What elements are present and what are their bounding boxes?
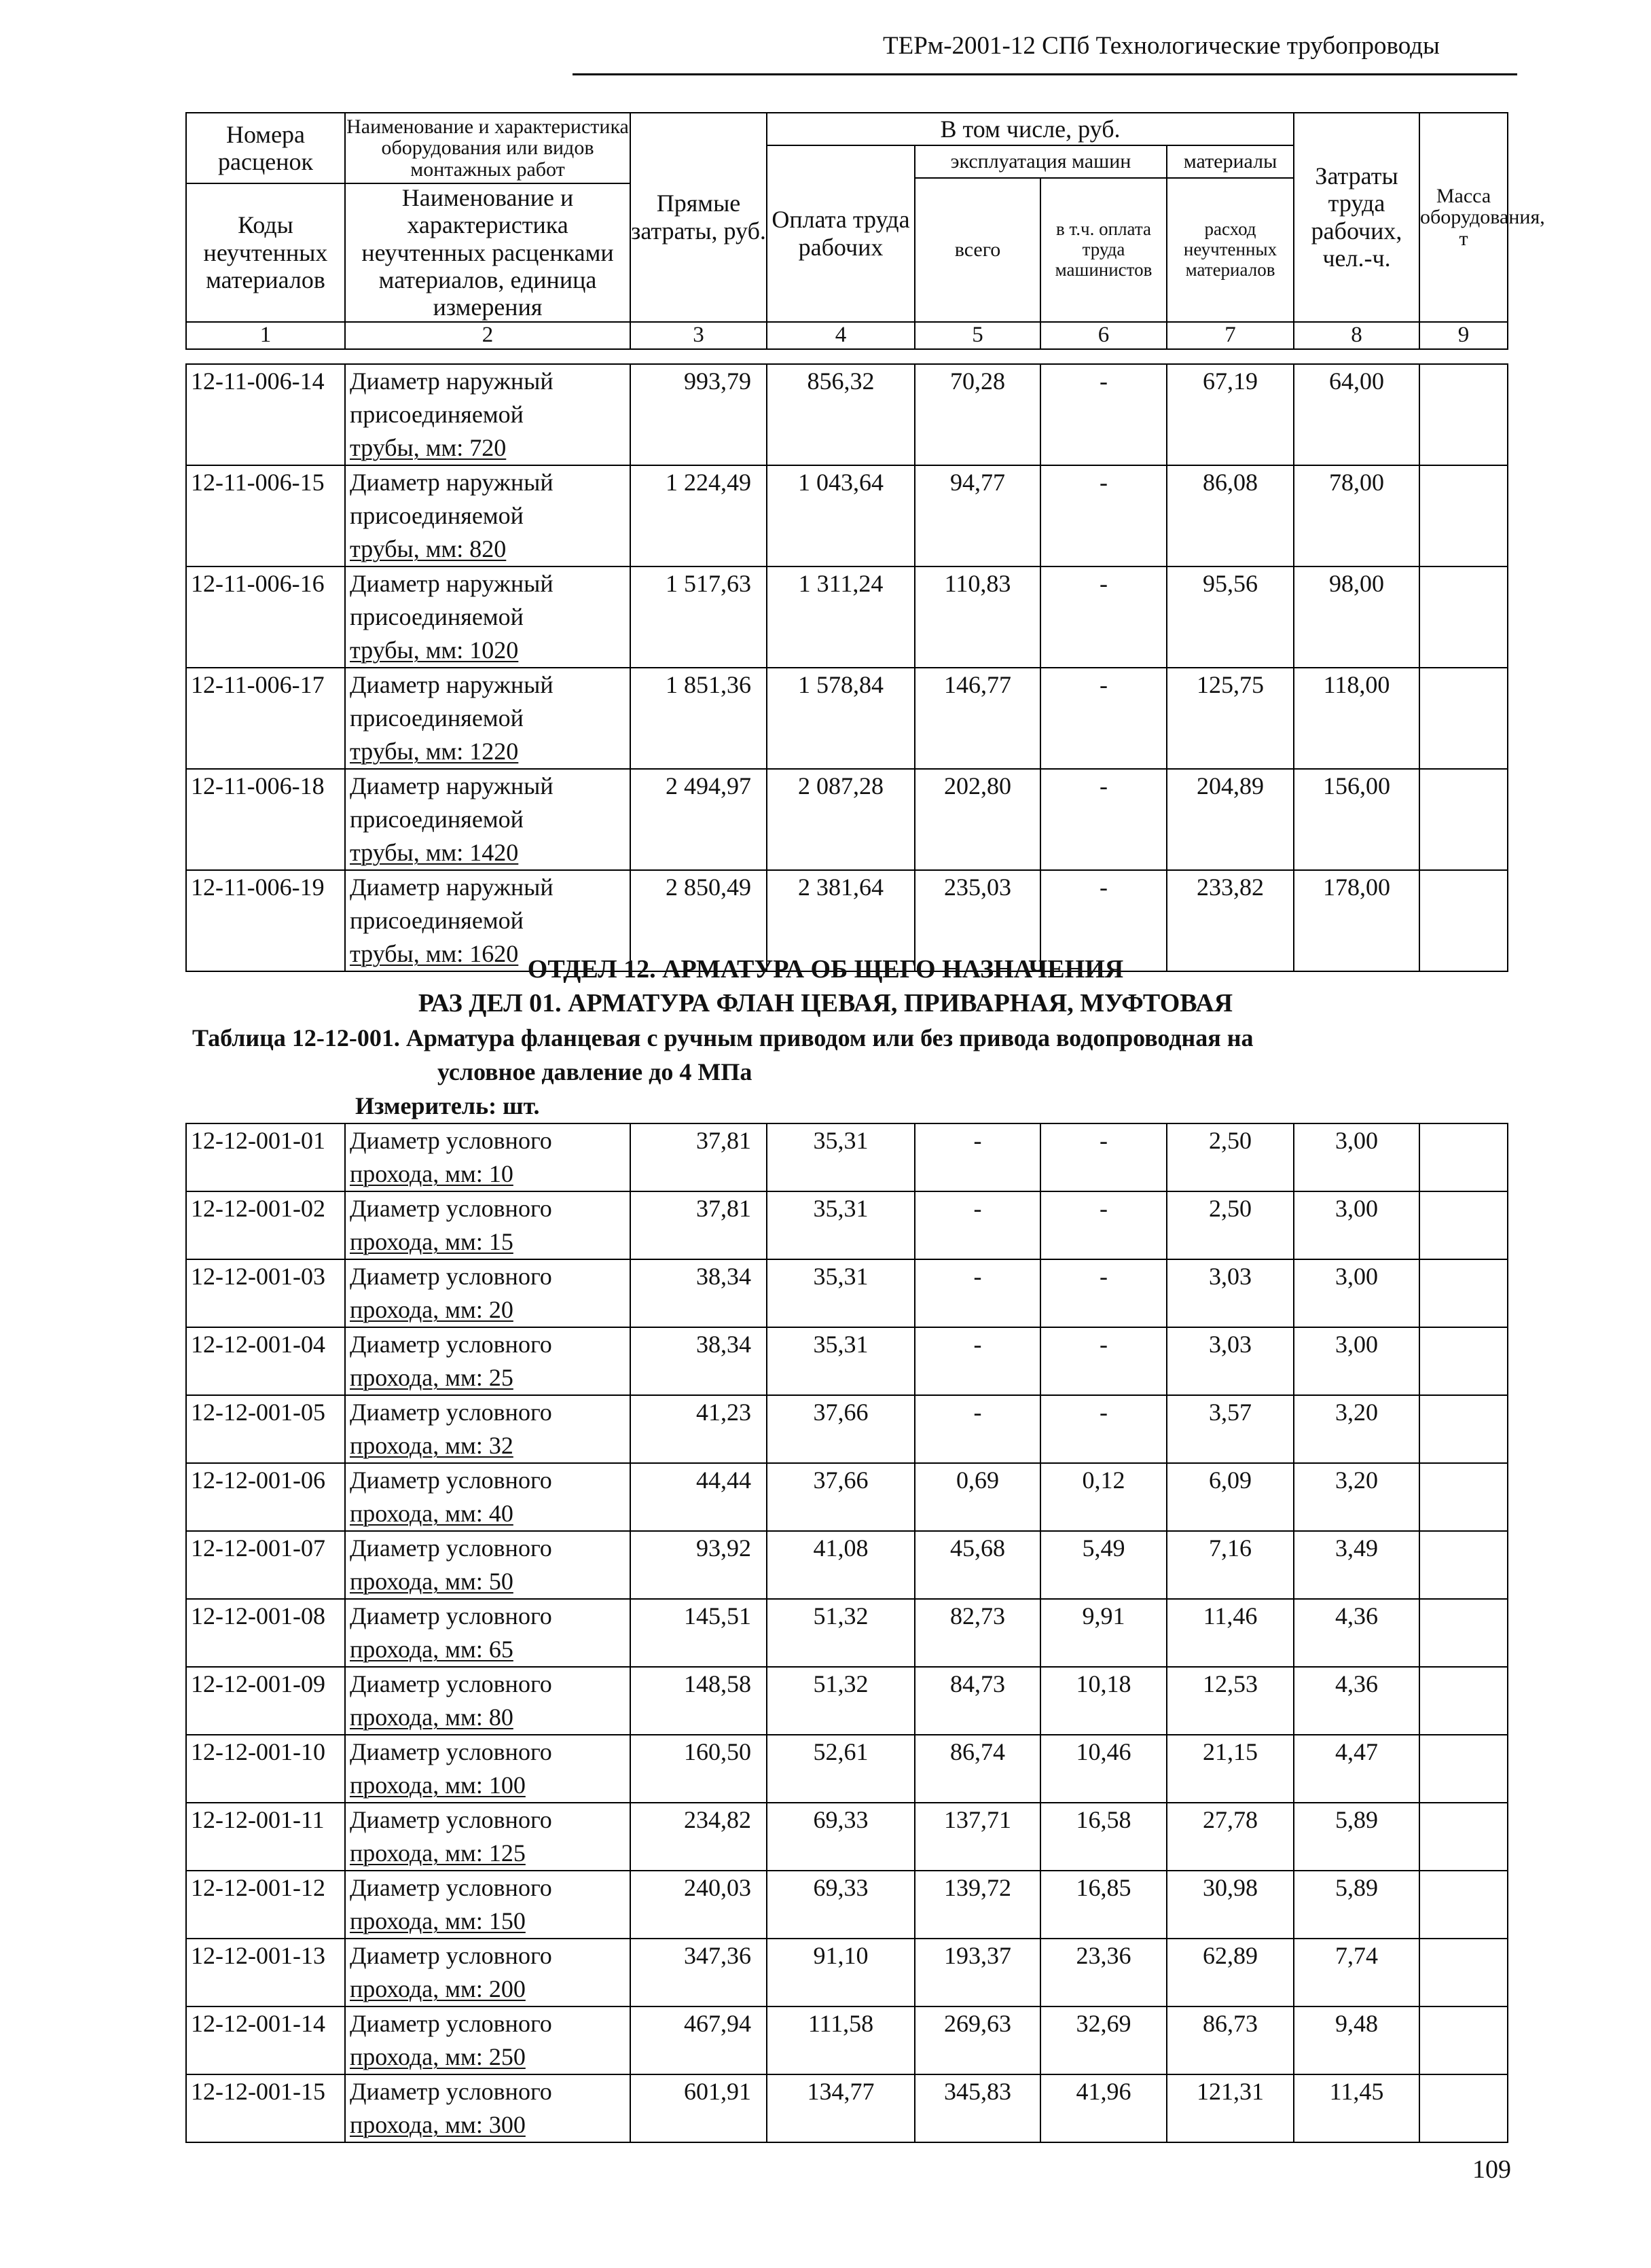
rate-code: 12-12-001-13 [186,1939,345,2006]
table-row [186,1939,1508,2006]
equipment-mass [1419,1327,1508,1395]
table-row [186,1259,1508,1327]
machine-total: - [915,1191,1040,1259]
materials-cost: 204,89 [1167,769,1294,870]
equipment-mass [1419,1667,1508,1735]
machinist-pay: 23,36 [1040,1939,1167,2006]
work-name-line: присоединяемой [350,806,524,833]
work-name-line: прохода, мм: 80 [350,1704,513,1731]
direct-costs: 1 851,36 [630,668,767,769]
machinist-pay: - [1040,1259,1167,1327]
labor-hours: 3,00 [1294,1259,1419,1327]
machinist-pay: 41,96 [1040,2074,1167,2142]
materials-cost: 11,46 [1167,1599,1294,1667]
labor-hours: 9,48 [1294,2006,1419,2074]
direct-costs: 2 850,49 [630,870,767,971]
work-name [345,566,630,668]
machinist-pay: 10,46 [1040,1735,1167,1803]
labor-hours: 3,49 [1294,1531,1419,1599]
razdel-heading: РАЗ ДЕЛ 01. АРМАТУРА ФЛАН ЦЕВАЯ, ПРИВАРНАЯ, МУФТОВАЯ [418,989,1233,1018]
machine-total: - [915,1327,1040,1395]
machine-total: 94,77 [915,465,1040,566]
direct-costs: 37,81 [630,1191,767,1259]
work-name [345,1871,630,1939]
rate-code: 12-12-001-15 [186,2074,345,2142]
page-number: 109 [1472,2155,1511,2184]
direct-costs: 41,23 [630,1395,767,1463]
header-materials: материалы [1167,145,1294,178]
work-name-line: присоединяемой [350,401,524,428]
work-name-line: трубы, мм: 1620 [350,940,519,967]
header-machine-operation: эксплуатация машин [915,145,1167,178]
rate-code: 12-11-006-15 [186,465,345,566]
machinist-pay: - [1040,364,1167,465]
equipment-mass [1419,364,1508,465]
table-title: Таблица 12-12-001. Арматура фланцевая с ручным приводом или без привода водопроводная на [192,1024,1254,1051]
labor-hours: 3,00 [1294,1327,1419,1395]
machine-total: 0,69 [915,1463,1040,1531]
equipment-mass [1419,1463,1508,1531]
work-name-line: Диаметр условного [350,1534,552,1562]
table-row [186,1463,1508,1531]
materials-cost: 30,98 [1167,1871,1294,1939]
worker-pay: 1 311,24 [767,566,915,668]
work-name-line: прохода, мм: 250 [350,2043,526,2070]
direct-costs: 467,94 [630,2006,767,2074]
direct-costs: 145,51 [630,1599,767,1667]
work-name [345,1531,630,1599]
worker-pay: 1 578,84 [767,668,915,769]
labor-hours: 98,00 [1294,566,1419,668]
machinist-pay: 10,18 [1040,1667,1167,1735]
machinist-pay: 9,91 [1040,1599,1167,1667]
machine-total: 45,68 [915,1531,1040,1599]
work-name-line: прохода, мм: 125 [350,1839,526,1867]
machinist-pay: - [1040,769,1167,870]
rate-code: 12-12-001-02 [186,1191,345,1259]
labor-hours: 78,00 [1294,465,1419,566]
column-number: 1 [186,322,345,349]
work-name [345,1939,630,2006]
work-name [345,668,630,769]
work-name-line: Диаметр условного [350,1942,552,1969]
column-number: 8 [1294,322,1419,349]
rates-table-12-12-001 [185,1123,1508,2143]
rate-code: 12-11-006-17 [186,668,345,769]
work-name-line: Диаметр условного [350,1263,552,1290]
work-name-line: трубы, мм: 1020 [350,636,519,664]
work-name-line: присоединяемой [350,603,524,630]
table-row [186,1191,1508,1259]
work-name [345,769,630,870]
worker-pay: 35,31 [767,1191,915,1259]
table-row [186,465,1508,566]
column-number: 6 [1040,322,1167,349]
equipment-mass [1419,1939,1508,2006]
worker-pay: 856,32 [767,364,915,465]
direct-costs: 993,79 [630,364,767,465]
machine-total: - [915,1395,1040,1463]
page-header: ТЕРм-2001-12 СПб Технологические трубопроводы [883,32,1440,60]
materials-cost: 233,82 [1167,870,1294,971]
table-header [185,112,1545,350]
machine-total: 202,80 [915,769,1040,870]
work-name-line: Диаметр условного [350,1127,552,1154]
materials-cost: 21,15 [1167,1735,1294,1803]
labor-hours: 156,00 [1294,769,1419,870]
table-row [186,2074,1508,2142]
equipment-mass [1419,769,1508,870]
work-name-line: прохода, мм: 65 [350,1636,513,1663]
materials-cost: 86,73 [1167,2006,1294,2074]
header-labor-costs: Затраты труда рабочих, чел.-ч. [1294,113,1419,322]
direct-costs: 601,91 [630,2074,767,2142]
table-row [186,364,1508,465]
machine-total: - [915,1123,1040,1191]
work-name-line: прохода, мм: 10 [350,1160,513,1187]
work-name-line: Диаметр условного [350,1331,552,1358]
header-machinist-pay: в т.ч. оплата труда машинистов [1040,178,1167,322]
work-name-line: Диаметр наружный [350,570,554,597]
table-row [186,1123,1508,1191]
rate-code: 12-11-006-16 [186,566,345,668]
header-worker-pay: Оплата труда рабочих [767,145,915,322]
worker-pay: 37,66 [767,1463,915,1531]
work-name [345,1395,630,1463]
materials-cost: 125,75 [1167,668,1294,769]
labor-hours: 7,74 [1294,1939,1419,2006]
machine-total: 110,83 [915,566,1040,668]
direct-costs: 44,44 [630,1463,767,1531]
rate-code: 12-12-001-03 [186,1259,345,1327]
work-name-line: Диаметр условного [350,1399,552,1426]
materials-cost: 12,53 [1167,1667,1294,1735]
equipment-mass [1419,566,1508,668]
work-name-line: трубы, мм: 820 [350,535,507,562]
work-name [345,2074,630,2142]
header-including: В том числе, руб. [767,113,1294,145]
worker-pay: 2 087,28 [767,769,915,870]
labor-hours: 3,00 [1294,1191,1419,1259]
work-name [345,1191,630,1259]
table-row [186,668,1508,769]
work-name-line: трубы, мм: 720 [350,434,507,461]
materials-cost: 2,50 [1167,1123,1294,1191]
rate-code: 12-12-001-09 [186,1667,345,1735]
rate-code: 12-12-001-10 [186,1735,345,1803]
machinist-pay: 16,85 [1040,1871,1167,1939]
work-name-line: трубы, мм: 1220 [350,738,519,765]
labor-hours: 5,89 [1294,1803,1419,1871]
header-material-codes: Коды неучтенных материалов [186,183,345,322]
materials-cost: 62,89 [1167,1939,1294,2006]
work-name-line: Диаметр условного [350,1806,552,1833]
work-name-line: прохода, мм: 150 [350,1907,526,1934]
labor-hours: 5,89 [1294,1871,1419,1939]
table-row [186,2006,1508,2074]
work-name [345,1735,630,1803]
worker-pay: 52,61 [767,1735,915,1803]
direct-costs: 38,34 [630,1327,767,1395]
materials-cost: 95,56 [1167,566,1294,668]
equipment-mass [1419,1531,1508,1599]
work-name-line: трубы, мм: 1420 [350,839,519,866]
labor-hours: 4,47 [1294,1735,1419,1803]
table-row [186,566,1508,668]
equipment-mass [1419,1123,1508,1191]
machinist-pay: - [1040,566,1167,668]
work-name [345,2006,630,2074]
labor-hours: 64,00 [1294,364,1419,465]
column-number: 7 [1167,322,1294,349]
machine-total: 82,73 [915,1599,1040,1667]
table-row [186,1871,1508,1939]
machine-total: 84,73 [915,1667,1040,1735]
rate-code: 12-12-001-12 [186,1871,345,1939]
direct-costs: 2 494,97 [630,769,767,870]
rates-table-12-11-006 [185,363,1508,972]
table-row [186,1531,1508,1599]
table-row [186,769,1508,870]
rate-code: 12-11-006-14 [186,364,345,465]
direct-costs: 240,03 [630,1871,767,1939]
rate-code: 12-12-001-04 [186,1327,345,1395]
table-row [186,1803,1508,1871]
rate-code: 12-11-006-18 [186,769,345,870]
machine-total: 235,03 [915,870,1040,971]
work-name-line: Диаметр условного [350,1466,552,1494]
equipment-mass [1419,2074,1508,2142]
otdel-heading: ОТДЕЛ 12. АРМАТУРА ОБ ЩЕГО НАЗНАЧЕНИЯ [527,955,1124,984]
machine-total: 86,74 [915,1735,1040,1803]
worker-pay: 35,31 [767,1123,915,1191]
equipment-mass [1419,1191,1508,1259]
worker-pay: 37,66 [767,1395,915,1463]
worker-pay: 35,31 [767,1327,915,1395]
table-row [186,1735,1508,1803]
worker-pay: 91,10 [767,1939,915,2006]
work-name [345,465,630,566]
header-unaccounted-materials-use: расход неучтенных материалов [1167,178,1294,322]
worker-pay: 51,32 [767,1667,915,1735]
materials-cost: 121,31 [1167,2074,1294,2142]
direct-costs: 37,81 [630,1123,767,1191]
equipment-mass [1419,465,1508,566]
worker-pay: 134,77 [767,2074,915,2142]
materials-cost: 6,09 [1167,1463,1294,1531]
work-name-line: прохода, мм: 32 [350,1432,513,1459]
rate-code: 12-12-001-14 [186,2006,345,2074]
worker-pay: 69,33 [767,1871,915,1939]
work-name [345,364,630,465]
column-number: 2 [345,322,630,349]
machinist-pay: 0,12 [1040,1463,1167,1531]
machine-total: 193,37 [915,1939,1040,2006]
work-name-line: прохода, мм: 50 [350,1568,513,1595]
work-name-line: прохода, мм: 300 [350,2111,526,2138]
equipment-mass [1419,668,1508,769]
work-name-line: Диаметр условного [350,1670,552,1697]
work-name-line: Диаметр наружный [350,874,554,901]
machine-total: 269,63 [915,2006,1040,2074]
direct-costs: 38,34 [630,1259,767,1327]
work-name-line: Диаметр условного [350,1602,552,1630]
header-rates-numbers: Номера расценок [186,113,345,183]
rate-code: 12-12-001-05 [186,1395,345,1463]
worker-pay: 2 381,64 [767,870,915,971]
work-name-line: прохода, мм: 100 [350,1771,526,1799]
materials-cost: 27,78 [1167,1803,1294,1871]
rate-code: 12-12-001-06 [186,1463,345,1531]
rate-code: 12-12-001-01 [186,1123,345,1191]
work-name [345,1599,630,1667]
worker-pay: 35,31 [767,1259,915,1327]
labor-hours: 3,20 [1294,1463,1419,1531]
machinist-pay: - [1040,870,1167,971]
machinist-pay: 16,58 [1040,1803,1167,1871]
equipment-mass [1419,1259,1508,1327]
worker-pay: 41,08 [767,1531,915,1599]
labor-hours: 3,00 [1294,1123,1419,1191]
work-name-line: Диаметр условного [350,1195,552,1222]
header-rule [573,73,1517,75]
labor-hours: 11,45 [1294,2074,1419,2142]
worker-pay: 111,58 [767,2006,915,2074]
machine-total: 70,28 [915,364,1040,465]
work-name [345,1123,630,1191]
work-name-line: Диаметр условного [350,2010,552,2037]
labor-hours: 3,20 [1294,1395,1419,1463]
direct-costs: 1 517,63 [630,566,767,668]
work-name-line: присоединяемой [350,907,524,934]
work-name-line: Диаметр наружный [350,671,554,698]
table-title-continued: условное давление до 4 МПа [437,1058,752,1085]
table-row [186,1599,1508,1667]
machinist-pay: 32,69 [1040,2006,1167,2074]
work-name-line: прохода, мм: 25 [350,1364,513,1391]
machine-total: 345,83 [915,2074,1040,2142]
worker-pay: 51,32 [767,1599,915,1667]
header-work-name: Наименование и характеристика оборудования или видов монтажных работ [345,113,630,183]
machine-total: 139,72 [915,1871,1040,1939]
machinist-pay: - [1040,1123,1167,1191]
rate-code: 12-12-001-08 [186,1599,345,1667]
work-name-line: прохода, мм: 200 [350,1975,526,2002]
column-number: 4 [767,322,915,349]
machine-total: - [915,1259,1040,1327]
work-name-line: прохода, мм: 15 [350,1228,513,1255]
materials-cost: 3,03 [1167,1259,1294,1327]
labor-hours: 4,36 [1294,1667,1419,1735]
machinist-pay: - [1040,1327,1167,1395]
column-number: 5 [915,322,1040,349]
equipment-mass [1419,1803,1508,1871]
header-direct-costs: Прямые затраты, руб. [630,113,767,322]
column-number: 9 [1419,322,1508,349]
equipment-mass [1419,1395,1508,1463]
labor-hours: 178,00 [1294,870,1419,971]
work-name-line: Диаметр условного [350,1738,552,1765]
column-number: 3 [630,322,767,349]
labor-hours: 118,00 [1294,668,1419,769]
direct-costs: 234,82 [630,1803,767,1871]
work-name [345,1463,630,1531]
work-name-line: присоединяемой [350,502,524,529]
equipment-mass [1419,1735,1508,1803]
machinist-pay: - [1040,465,1167,566]
work-name [345,1803,630,1871]
header-material-name: Наименование и характеристика неучтенных расценками материалов, единица измерения [345,183,630,322]
header-equipment-mass: Масса оборудования, т [1419,113,1508,322]
labor-hours: 4,36 [1294,1599,1419,1667]
rate-code: 12-12-001-07 [186,1531,345,1599]
direct-costs: 148,58 [630,1667,767,1735]
machine-total: 146,77 [915,668,1040,769]
materials-cost: 7,16 [1167,1531,1294,1599]
unit-of-measure: Измеритель: шт. [355,1092,540,1119]
materials-cost: 3,03 [1167,1327,1294,1395]
materials-cost: 2,50 [1167,1191,1294,1259]
work-name-line: Диаметр наружный [350,469,554,496]
work-name-line: присоединяемой [350,704,524,732]
direct-costs: 1 224,49 [630,465,767,566]
header-machine-total: всего [915,178,1040,322]
materials-cost: 67,19 [1167,364,1294,465]
materials-cost: 3,57 [1167,1395,1294,1463]
table-row [186,1395,1508,1463]
work-name [345,1667,630,1735]
equipment-mass [1419,1599,1508,1667]
table-row [186,1327,1508,1395]
machinist-pay: - [1040,1191,1167,1259]
table-row [186,1667,1508,1735]
materials-cost: 86,08 [1167,465,1294,566]
work-name [345,1259,630,1327]
machine-total: 137,71 [915,1803,1040,1871]
work-name [345,1327,630,1395]
work-name-line: Диаметр наружный [350,772,554,799]
machinist-pay: - [1040,1395,1167,1463]
direct-costs: 93,92 [630,1531,767,1599]
work-name-line: Диаметр условного [350,1874,552,1901]
rate-code: 12-12-001-11 [186,1803,345,1871]
equipment-mass [1419,2006,1508,2074]
direct-costs: 160,50 [630,1735,767,1803]
work-name-line: Диаметр условного [350,2078,552,2105]
rate-code: 12-11-006-19 [186,870,345,971]
direct-costs: 347,36 [630,1939,767,2006]
worker-pay: 69,33 [767,1803,915,1871]
machinist-pay: - [1040,668,1167,769]
work-name-line: Диаметр наружный [350,367,554,395]
machinist-pay: 5,49 [1040,1531,1167,1599]
work-name-line: прохода, мм: 20 [350,1296,513,1323]
work-name-line: прохода, мм: 40 [350,1500,513,1527]
equipment-mass [1419,1871,1508,1939]
worker-pay: 1 043,64 [767,465,915,566]
